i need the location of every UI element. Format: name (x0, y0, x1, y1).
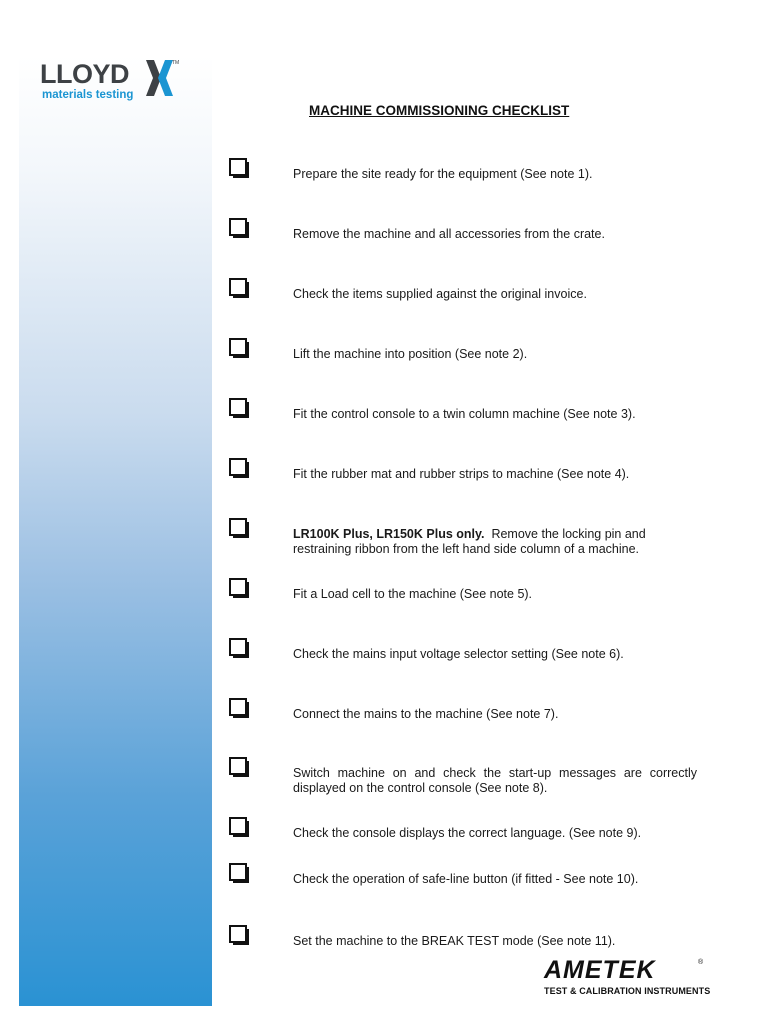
logo-wordmark: LLOYD (40, 59, 129, 89)
checklist-item-text (293, 934, 697, 949)
checklist-item-label: Connect the mains to the machine (See note 7). (293, 707, 559, 721)
checklist-item-text (293, 826, 697, 841)
ametek-tagline: TEST & CALIBRATION INSTRUMENTS (544, 986, 711, 996)
checklist-item-label: Remove the machine and all accessories from the crate. (293, 227, 605, 241)
checkbox-icon[interactable] (229, 218, 249, 239)
lloyd-logo (40, 58, 190, 108)
checkbox-icon[interactable] (229, 817, 249, 838)
checklist-item-text (293, 467, 697, 482)
checkbox-icon[interactable] (229, 158, 249, 179)
checklist-item-label: Check the console displays the correct language. (See note 9). (293, 826, 642, 840)
checklist-item-label: Set the machine to the BREAK TEST mode (See note 11). (293, 934, 616, 948)
checkbox-icon[interactable] (229, 863, 249, 884)
checklist-item-text (293, 287, 697, 302)
checklist-item-label: Fit a Load cell to the machine (See note 5). (293, 587, 533, 601)
checklist-item-text (293, 872, 697, 887)
checklist-item-text (293, 587, 697, 602)
checkbox-icon[interactable] (229, 578, 249, 599)
sidebar-gradient-band (19, 56, 212, 1006)
checkbox-icon[interactable] (229, 698, 249, 719)
page-title: MACHINE COMMISSIONING CHECKLIST (309, 103, 570, 118)
lloyd-k-mark-icon (146, 58, 174, 98)
checklist-item-label: Fit the control console to a twin column machine (See note 3). (293, 407, 636, 421)
checkbox-icon[interactable] (229, 278, 249, 299)
checklist-item-label: Check the mains input voltage selector setting (See note 6). (293, 647, 624, 661)
checklist-item-text (293, 766, 697, 796)
logo-tagline: materials testing (42, 89, 134, 101)
checkbox-icon[interactable] (229, 518, 249, 539)
checklist-item-text (293, 347, 697, 362)
checklist-item-label: Check the operation of safe-line button (if fitted - See note 10). (293, 872, 639, 886)
checklist-item-bold-prefix: LR100K Plus, LR150K Plus only. (293, 527, 485, 541)
checklist-item-label: Remove the locking pin and restraining ribbon from the left hand side column of a machine. (293, 527, 646, 556)
checklist-item-label: Fit the rubber mat and rubber strips to machine (See note 4). (293, 467, 630, 481)
checkbox-icon[interactable] (229, 398, 249, 419)
checklist-item-label: Prepare the site ready for the equipment (See note 1). (293, 167, 593, 181)
checklist-item-text (293, 227, 697, 242)
ametek-logo (544, 957, 744, 1001)
checklist-item-text (293, 647, 697, 662)
checklist-item-text (293, 527, 697, 557)
ametek-registered-mark: ® (698, 959, 704, 966)
checkbox-icon[interactable] (229, 757, 249, 778)
checklist-item-label: Lift the machine into position (See note 2). (293, 347, 528, 361)
checkbox-icon[interactable] (229, 458, 249, 479)
checklist-item-text (293, 407, 697, 422)
checklist-item-text (293, 167, 697, 182)
checkbox-icon[interactable] (229, 925, 249, 946)
ametek-wordmark: AMETEK (544, 956, 656, 984)
checkbox-icon[interactable] (229, 638, 249, 659)
checklist-item-label: Switch machine on and check the start-up messages are correctly displayed on the control console (See note 8). (293, 766, 697, 795)
checklist-item-text (293, 707, 697, 722)
logo-trademark: TM (172, 60, 180, 66)
checkbox-icon[interactable] (229, 338, 249, 359)
checklist-item-label: Check the items supplied against the original invoice. (293, 287, 587, 301)
